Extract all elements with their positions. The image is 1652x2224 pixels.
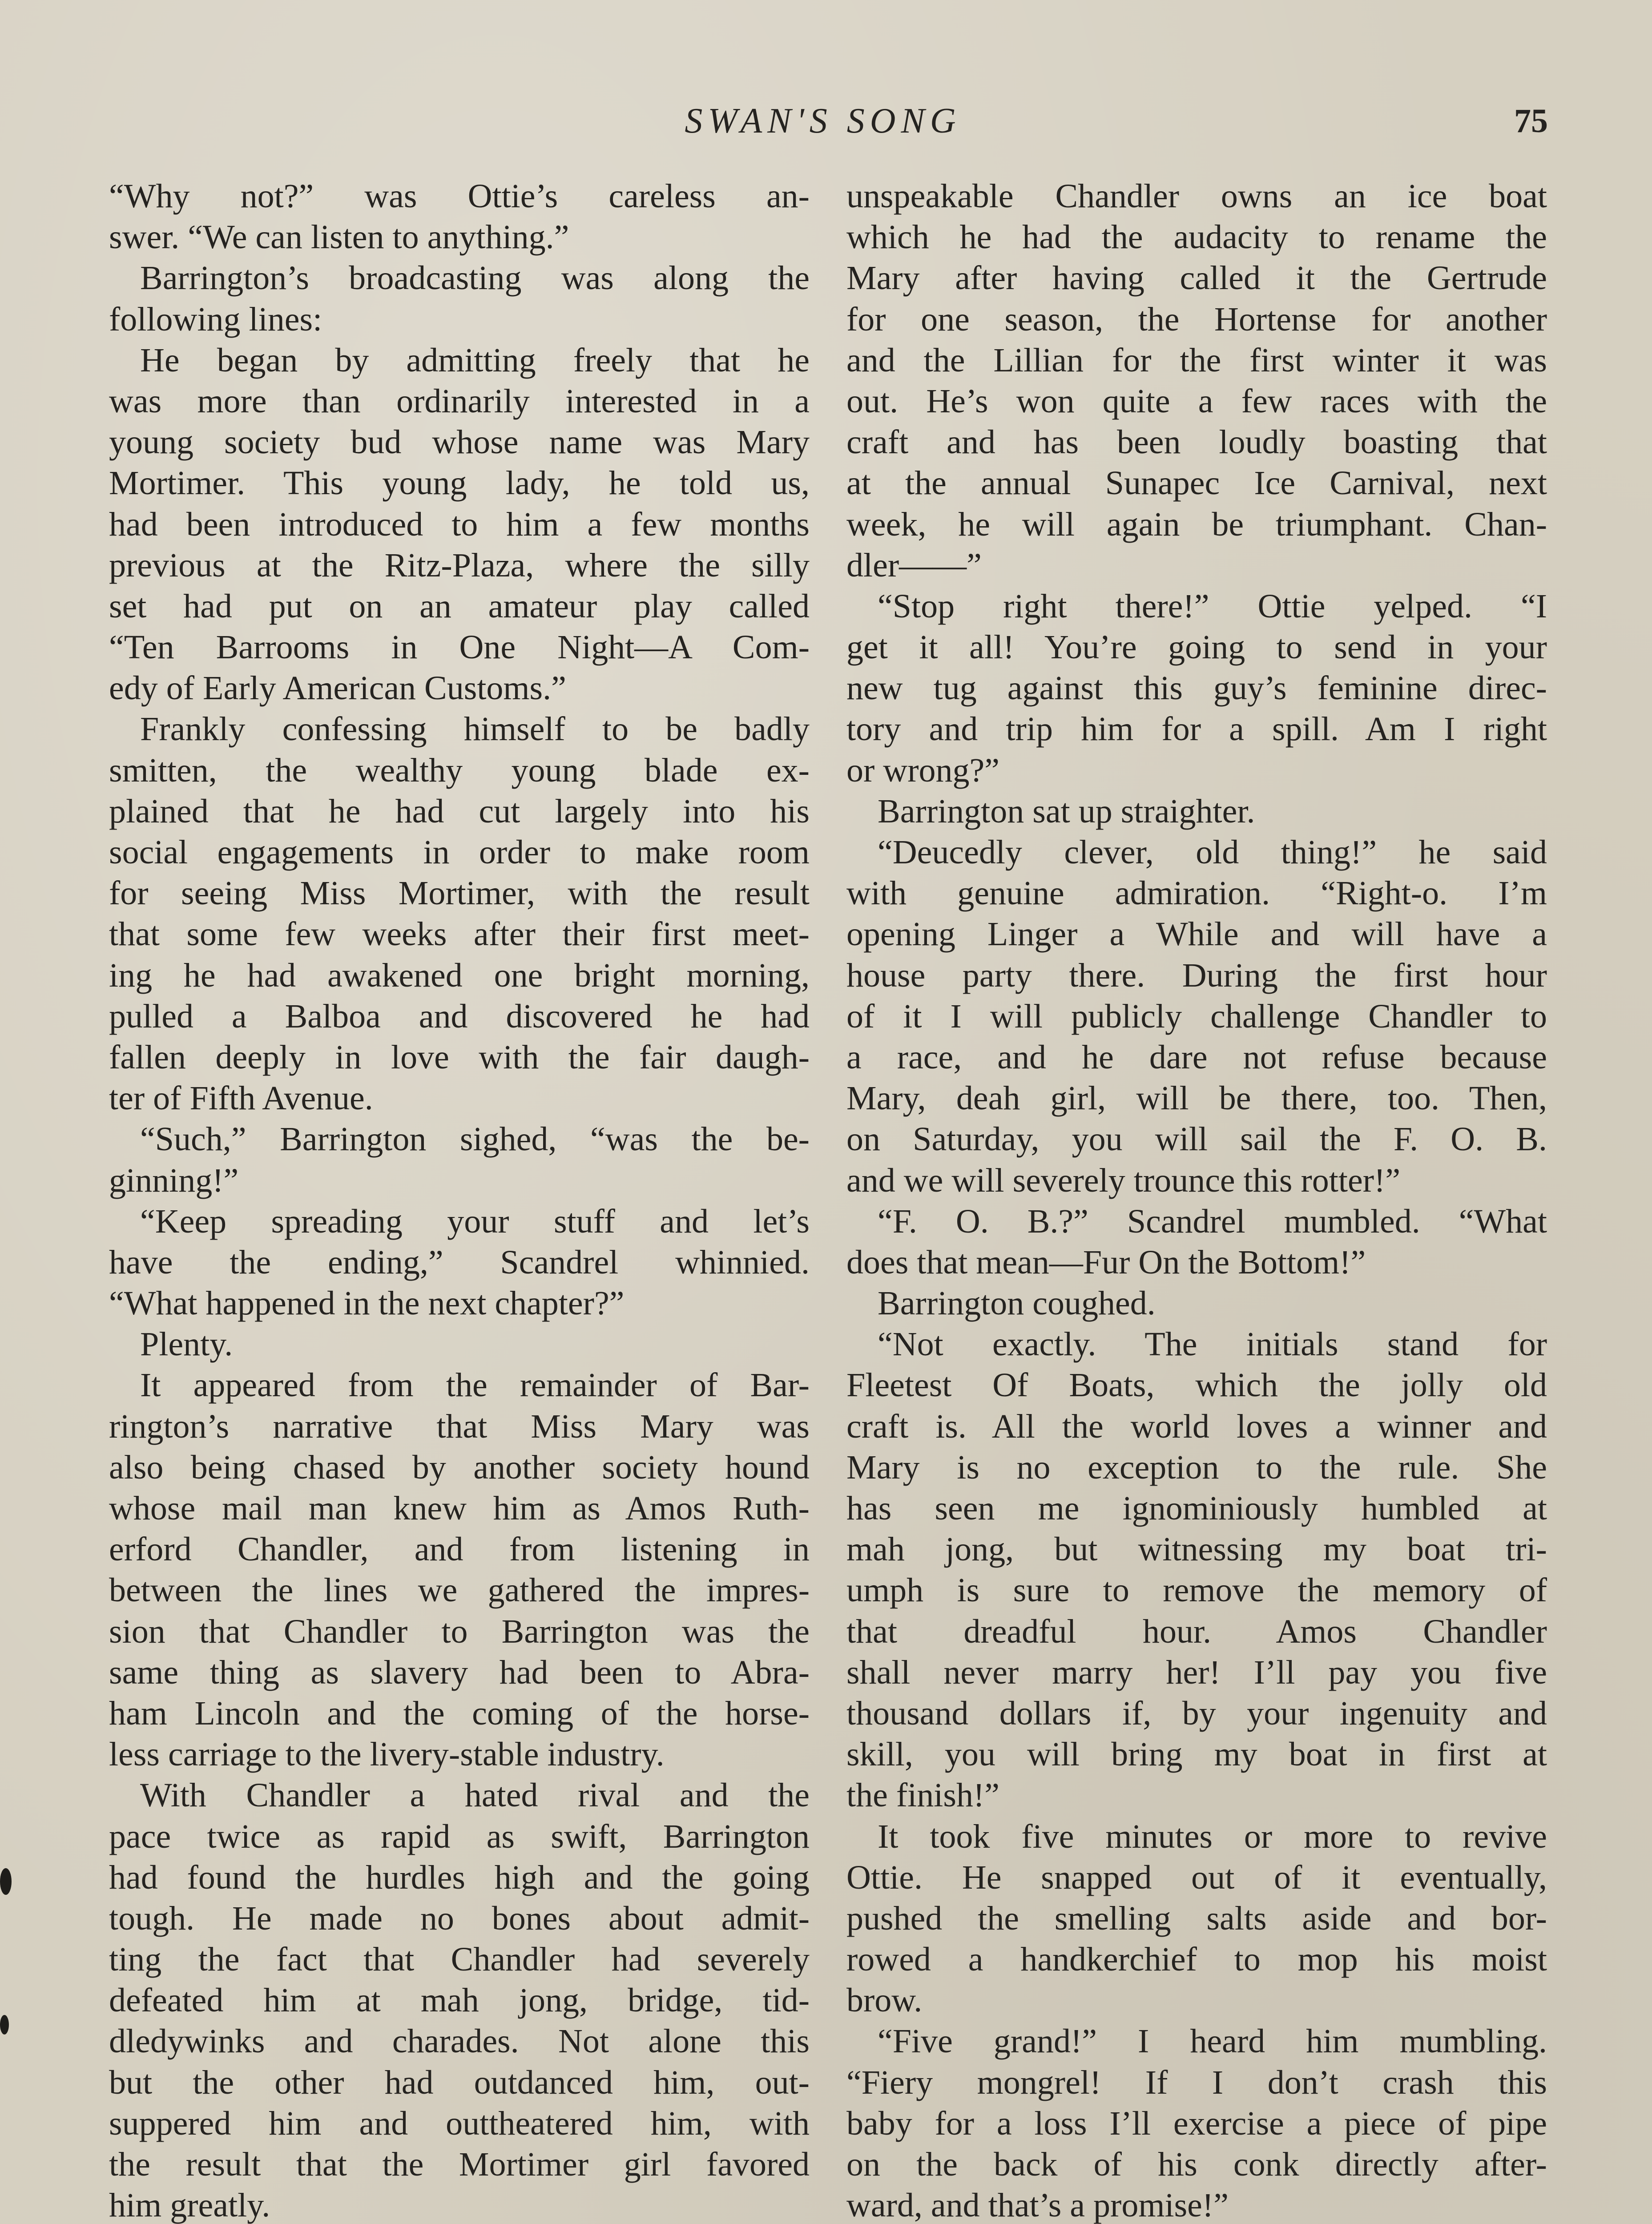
- page-number: 75: [1514, 102, 1548, 140]
- text-line: unspeakable Chandler owns an ice boat: [846, 177, 1547, 215]
- text-line: brow.: [846, 1982, 923, 2019]
- text-line: house party there. During the first hour: [846, 956, 1547, 994]
- text-line: also being chased by another society hound: [109, 1448, 810, 1486]
- right-column: [846, 176, 1547, 2224]
- page-speck: [0, 2015, 9, 2035]
- text-line: tory and trip him for a spill. Am I right: [846, 710, 1547, 748]
- text-line: Barrington sat up straighter.: [878, 792, 1255, 830]
- text-line: “Such,” Barrington sighed, “was the be-: [140, 1120, 810, 1158]
- text-line: the finish!”: [846, 1777, 1000, 1814]
- text-line: social engagements in order to make room: [109, 834, 810, 871]
- text-line: pulled a Balboa and discovered he had: [109, 997, 810, 1035]
- text-line: out. He’s won quite a few races with the: [846, 382, 1547, 420]
- text-line: Mary after having called it the Gertrude: [846, 259, 1547, 297]
- text-line: It took five minutes or more to revive: [878, 1817, 1547, 1855]
- text-line: suppered him and outtheatered him, with: [109, 2104, 810, 2142]
- text-line: following lines:: [109, 300, 322, 338]
- text-line: Fleetest Of Boats, which the jolly old: [846, 1366, 1547, 1404]
- text-line: but the other had outdanced him, out-: [109, 2063, 810, 2101]
- text-line: “What happened in the next chapter?”: [109, 1285, 625, 1322]
- text-line: get it all! You’re going to send in your: [846, 629, 1547, 666]
- text-line: smitten, the wealthy young blade ex-: [109, 751, 810, 789]
- page-speck: [0, 1868, 12, 1895]
- text-line: plained that he had cut largely into his: [109, 792, 810, 830]
- text-line: “Why not?” was Ottie’s careless an-: [109, 177, 810, 215]
- left-column: [109, 176, 810, 2224]
- text-line: pushed the smelling salts aside and bor-: [846, 1899, 1547, 1937]
- text-line: rowed a handkerchief to mop his moist: [846, 1941, 1547, 1978]
- text-line: sion that Chandler to Barrington was the: [109, 1612, 810, 1650]
- text-line: week, he will again be triumphant. Chan-: [846, 505, 1547, 543]
- text-line: Mary, deah girl, will be there, too. Then,: [846, 1080, 1547, 1117]
- text-line: tough. He made no bones about admit-: [109, 1899, 810, 1937]
- text-line: defeated him at mah jong, bridge, tid-: [109, 1982, 810, 2019]
- text-line: shall never marry her! I’ll pay you five: [846, 1653, 1547, 1691]
- text-line: “Five grand!” I heard him mumbling.: [878, 2023, 1547, 2060]
- text-line: “Keep spreading your stuff and let’s: [140, 1202, 810, 1240]
- text-line: or wrong?”: [846, 751, 999, 789]
- text-line: “F. O. B.?” Scandrel mumbled. “What: [878, 1202, 1547, 1240]
- text-line: Mortimer. This young lady, he told us,: [109, 464, 810, 502]
- text-line: ing he had awakened one bright morning,: [109, 956, 810, 994]
- text-line: and we will severely trounce this rotter!”: [846, 1161, 1401, 1199]
- text-line: craft and has been loudly boasting that: [846, 423, 1547, 461]
- text-line: craft is. All the world loves a winner and: [846, 1407, 1547, 1445]
- text-line: thousand dollars if, by your ingenuity and: [846, 1694, 1547, 1732]
- text-line: same thing as slavery had been to Abra-: [109, 1653, 810, 1691]
- text-line: Barrington’s broadcasting was along the: [140, 259, 810, 297]
- text-line: ham Lincoln and the coming of the horse-: [109, 1694, 810, 1732]
- text-line: Plenty.: [140, 1326, 233, 1363]
- text-line: had been introduced to him a few months: [109, 505, 810, 543]
- text-line: on the back of his conk directly after-: [846, 2146, 1547, 2183]
- text-line: the result that the Mortimer girl favored: [109, 2146, 810, 2183]
- text-line: on Saturday, you will sail the F. O. B.: [846, 1120, 1547, 1158]
- text-line: ward, and that’s a promise!”: [846, 2187, 1229, 2224]
- text-line: him greatly.: [109, 2187, 270, 2224]
- text-line: “Not exactly. The initials stand for: [878, 1326, 1547, 1363]
- text-line: new tug against this guy’s feminine direc-: [846, 669, 1547, 707]
- text-line: between the lines we gathered the impres-: [109, 1571, 810, 1609]
- text-line: ginning!”: [109, 1161, 239, 1199]
- text-line: has seen me ignominiously humbled at: [846, 1490, 1547, 1527]
- text-line: set had put on an amateur play called: [109, 587, 810, 625]
- text-line: baby for a loss I’ll exercise a piece of pipe: [846, 2104, 1547, 2142]
- text-line: Ottie. He snapped out of it eventually,: [846, 1858, 1547, 1896]
- text-line: which he had the audacity to rename the: [846, 218, 1547, 256]
- text-line: “Fiery mongrel! If I don’t crash this: [846, 2063, 1547, 2101]
- text-line: that some few weeks after their first meet-: [109, 915, 810, 953]
- text-line: Frankly confessing himself to be badly: [140, 710, 810, 748]
- text-line: rington’s narrative that Miss Mary was: [109, 1407, 810, 1445]
- text-line: “Deucedly clever, old thing!” he said: [878, 834, 1547, 871]
- text-line: Barrington coughed.: [878, 1285, 1156, 1322]
- text-line: a race, and he dare not refuse because: [846, 1038, 1547, 1076]
- text-line: and the Lillian for the first winter it was: [846, 341, 1547, 379]
- text-line: ting the fact that Chandler had severely: [109, 1941, 810, 1978]
- text-line: less carriage to the livery-stable industry.: [109, 1736, 665, 1773]
- text-line: It appeared from the remainder of Bar-: [140, 1366, 810, 1404]
- text-line: fallen deeply in love with the fair daugh-: [109, 1038, 810, 1076]
- running-title: SWAN'S SONG: [685, 101, 961, 141]
- text-line: “Stop right there!” Ottie yelped. “I: [878, 587, 1547, 625]
- text-line: mah jong, but witnessing my boat tri-: [846, 1531, 1547, 1568]
- text-line: Mary is no exception to the rule. She: [846, 1448, 1547, 1486]
- text-line: dler——”: [846, 546, 982, 584]
- text-line: pace twice as rapid as swift, Barrington: [109, 1817, 810, 1855]
- text-line: erford Chandler, and from listening in: [109, 1531, 810, 1568]
- text-line: with genuine admiration. “Right-o. I’m: [846, 874, 1547, 912]
- text-line: had found the hurdles high and the going: [109, 1858, 810, 1896]
- text-line: “Ten Barrooms in One Night—A Com-: [109, 629, 810, 666]
- text-line: was more than ordinarily interested in a: [109, 382, 810, 420]
- text-line: With Chandler a hated rival and the: [140, 1777, 810, 1814]
- text-line: previous at the Ritz-Plaza, where the silly: [109, 546, 810, 584]
- text-line: at the annual Sunapec Ice Carnival, next: [846, 464, 1547, 502]
- text-line: swer. “We can listen to anything.”: [109, 218, 569, 256]
- text-line: ter of Fifth Avenue.: [109, 1080, 373, 1117]
- text-line: opening Linger a While and will have a: [846, 915, 1547, 953]
- text-line: for one season, the Hortense for another: [846, 300, 1547, 338]
- text-line: that dreadful hour. Amos Chandler: [846, 1612, 1547, 1650]
- text-line: He began by admitting freely that he: [140, 341, 810, 379]
- text-line: young society bud whose name was Mary: [109, 423, 810, 461]
- text-line: skill, you will bring my boat in first at: [846, 1736, 1547, 1773]
- text-line: of it I will publicly challenge Chandler to: [846, 997, 1547, 1035]
- text-line: whose mail man knew him as Amos Ruth-: [109, 1490, 810, 1527]
- text-line: umph is sure to remove the memory of: [846, 1571, 1547, 1609]
- text-line: edy of Early American Customs.”: [109, 669, 566, 707]
- text-line: dledywinks and charades. Not alone this: [109, 2023, 810, 2060]
- text-line: does that mean—Fur On the Bottom!”: [846, 1243, 1366, 1281]
- text-line: have the ending,” Scandrel whinnied.: [109, 1243, 810, 1281]
- text-line: for seeing Miss Mortimer, with the result: [109, 874, 810, 912]
